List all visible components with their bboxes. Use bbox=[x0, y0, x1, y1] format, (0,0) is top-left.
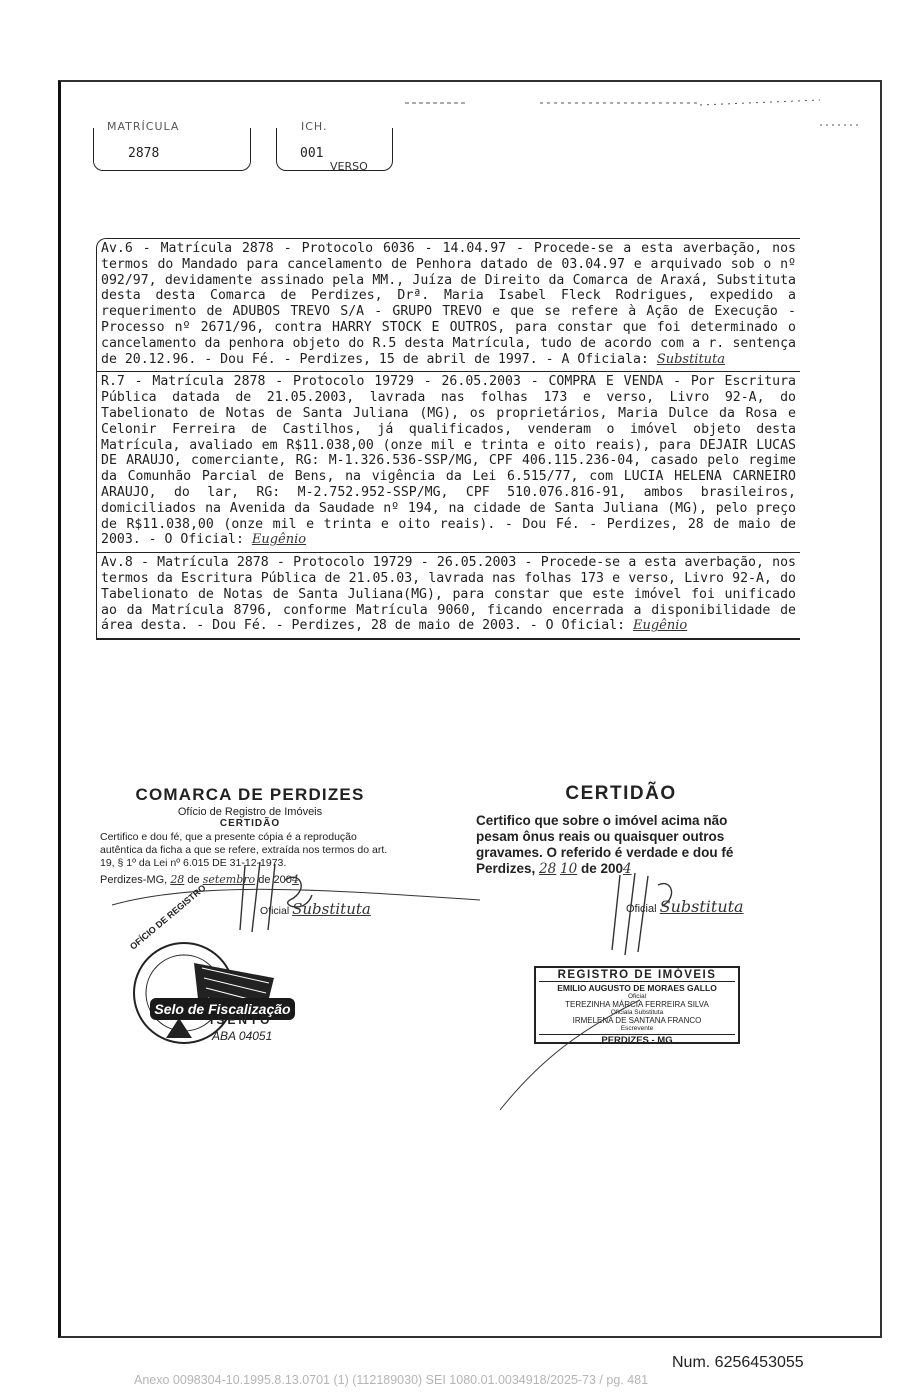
date-de-year: de 200 bbox=[258, 874, 292, 886]
signer-signature: Substituta bbox=[659, 897, 744, 916]
date-month: 10 bbox=[560, 861, 578, 877]
stamp-substitute: TEREZINHA MÁRCIA FERREIRA SILVA bbox=[565, 1000, 709, 1009]
stamp-officer-role: Oficial bbox=[627, 993, 647, 1000]
stamp-title: REGISTRO DE IMÓVEIS bbox=[539, 969, 735, 982]
seal-exempt: ISENTO bbox=[210, 1013, 273, 1027]
seal-code: ABA 04051 bbox=[212, 1029, 273, 1043]
entry-text: R.7 - Matrícula 2878 - Protocolo 19729 - 26.05.2003 - COMPRA E VENDA - Por Escritura Pública datada de 21.05.2003, lavrada nas folhas 173 e verso, Livro 92-A, do Tabelionato de Notas de Santa Juliana (MG), os proprietários, Maria Dulce da Rosa e Celonir Ferreira de Castilhos, já qualificados, venderam o imóvel objeto desta Matrícula, avaliado em R$11.038,00 (onze mil e trinta e oito reais), para DEJAIR LUCAS DE ARAUJO, comerciante, RG: M-1.326.536-SSP/MG, CPF 406.115.236-04, casado pelo regime da Comunhão Parcial de Bens, na vigência da Lei 6.515/77, com LUCIA HELENA CARNEIRO ARAUJO, do lar, RG: M-2.752.952-SSP/MG, CPF 510.076.816-91, ambos brasileiros, domiciliados na Avenida da Saudade nº 194, na cidade de Santa Juliana (MG), pelo preço de R$11.038,00 (onze mil e trinta e oito reais). - Dou Fé. - Perdizes, 28 de maio de 2003. - O Oficial: bbox=[101, 374, 796, 548]
office-name: Ofício de Registro de Imóveis bbox=[177, 806, 323, 818]
date-month: setembro bbox=[202, 873, 256, 886]
date-year: 4 bbox=[622, 861, 632, 877]
matricula-value: 2878 bbox=[128, 146, 160, 161]
entry-signature: Substituta bbox=[656, 351, 726, 367]
date-day: 28 bbox=[170, 873, 185, 886]
entry-text: Av.6 - Matrícula 2878 - Protocolo 6036 - 14.04.97 - Procede-se a esta averbação, nos termos do Mandado para cancelamento de Penhora datado de 03.04.97 e arquivado sob o nº 092/97, devidamente assinado pela MM., Juíza de Direito da Comarca de Araxá, Substituta desta desta Comarca de Perdizes, Drª. Maria Isabel Fleck Rodrigues, expedido a requerimento de ADUBOS TREVO S/A - GRUPO TREVO e que se refere à Ação de Execução - Processo nº 2671/96, contra HARRY STOCK E OUTROS, para constar que foi determinado o cancelamento da penhora objeto do R.5 desta Matrícula, tudo de acordo com a r. sentença de 20.12.96. - Dou Fé. - Perdizes, 15 de abril de 1997. - A Oficiala: bbox=[101, 241, 796, 367]
signer-label: Oficial bbox=[626, 903, 657, 915]
date-day: 28 bbox=[539, 861, 557, 877]
matricula-label: MATRÍCULA bbox=[104, 120, 182, 133]
entry-signature: Eugênio bbox=[632, 618, 688, 634]
signer-label: Oficial bbox=[260, 905, 290, 917]
date-de: de bbox=[187, 874, 200, 886]
verso-label: VERSO bbox=[330, 160, 368, 173]
seal-label: Selo de Fiscalização bbox=[150, 998, 295, 1020]
entry-text: Av.8 - Matrícula 2878 - Protocolo 19729 - 26.05.2003 - Procede-se a esta averbação, nos termos da Escritura Pública de 21.05.03, lavrada nas folhas 173 e verso, Livro 92-A, do Tabelionato de Notas de Santa Juliana(MG), para constar que este imóvel foi unificado ao da Matrícula 8796, conforme Matrícula 9060, ficando encerrada a disponibilidade de área desta. - Dou Fé. - Perdizes, 28 de maio de 2003. - O Oficial: bbox=[101, 555, 796, 634]
certidao-body: Certifico e dou fé, que a presente cópia é a reprodução autêntica da ficha a que se refere, extraída nos termos do art. 19, § 1º da Lei nº 6.015 DE 31-12-1973. bbox=[100, 831, 388, 869]
footer-document-number: Num. 6256453055 bbox=[672, 1354, 804, 1371]
entry-signature: Eugênio bbox=[251, 532, 307, 548]
certidao-title: CERTIDÃO bbox=[219, 818, 281, 829]
stamp-city: PERDIZES - MG bbox=[539, 1034, 735, 1046]
signer-signature: Substituta bbox=[292, 900, 371, 918]
stamp-officer: EMILIO AUGUSTO DE MORAES GALLO bbox=[557, 983, 717, 993]
stamp-clerk: IRMELENA DE SANTANA FRANCO bbox=[572, 1016, 702, 1025]
stamp-clerk-role: Escrevente bbox=[620, 1025, 654, 1032]
seal-ring-text: OFÍCIO DE REGISTRO bbox=[128, 882, 208, 952]
stamp-substitute-role: Oficiala Substituta bbox=[610, 1009, 664, 1016]
date-year: 4 bbox=[291, 873, 299, 886]
date-prefix: Perdizes-MG, bbox=[100, 874, 168, 886]
ficha-label: ICH. bbox=[298, 120, 331, 133]
date-year-prefix: de 200 bbox=[580, 861, 623, 876]
ficha-value: 001 bbox=[300, 146, 324, 161]
certidao-body-text: Certifico que sobre o imóvel acima não pesam ônus reais ou quaisquer outros gravames. O referido é verdade e dou fé Perdizes, bbox=[476, 813, 734, 876]
court-title: COMARCA DE PERDIZES bbox=[135, 785, 365, 804]
footer-reference: Anexo 0098304-10.1995.8.13.0701 (1) (112189030) SEI 1080.01.0034918/2025-73 / pg. 481 bbox=[134, 1373, 649, 1387]
certidao-title: CERTIDÃO bbox=[565, 783, 677, 804]
